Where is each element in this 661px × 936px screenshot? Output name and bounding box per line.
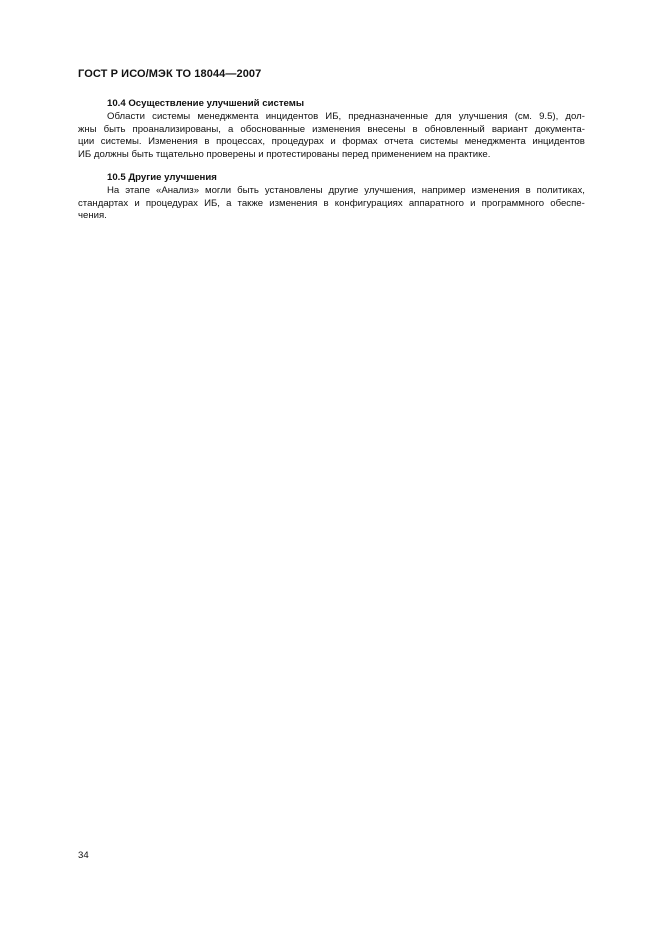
paragraph-line: стандартах и процедурах ИБ, а также изменения в конфигурациях аппаратного и программного обеспе- bbox=[78, 197, 585, 209]
paragraph-line: На этапе «Анализ» могли быть установлены другие улучшения, например изменения в политиках, bbox=[107, 185, 585, 197]
paragraph-line: чения. bbox=[78, 210, 107, 222]
paragraph-line: Области системы менеджмента инцидентов ИБ, предназначенные для улучшения (см. 9.5), дол- bbox=[107, 111, 585, 123]
paragraph-line: ИБ должны быть тщательно проверены и протестированы перед применением на практике. bbox=[78, 148, 491, 160]
section-heading: 10.4 Осуществление улучшений системы bbox=[107, 98, 305, 109]
document-header: ГОСТ Р ИСО/МЭК ТО 18044—2007 bbox=[78, 68, 262, 80]
section-10-4 bbox=[78, 98, 585, 161]
paragraph-line: ции системы. Изменения в процессах, процедурах и формах отчета системы менеджмента инцидентов bbox=[78, 136, 585, 148]
page-number: 34 bbox=[78, 850, 89, 861]
section-heading: 10.5 Другие улучшения bbox=[107, 172, 217, 183]
paragraph-line: жны быть проанализированы, а обоснованные изменения внесены в обновленный вариант документа- bbox=[78, 123, 585, 135]
section-10-5 bbox=[78, 172, 585, 223]
